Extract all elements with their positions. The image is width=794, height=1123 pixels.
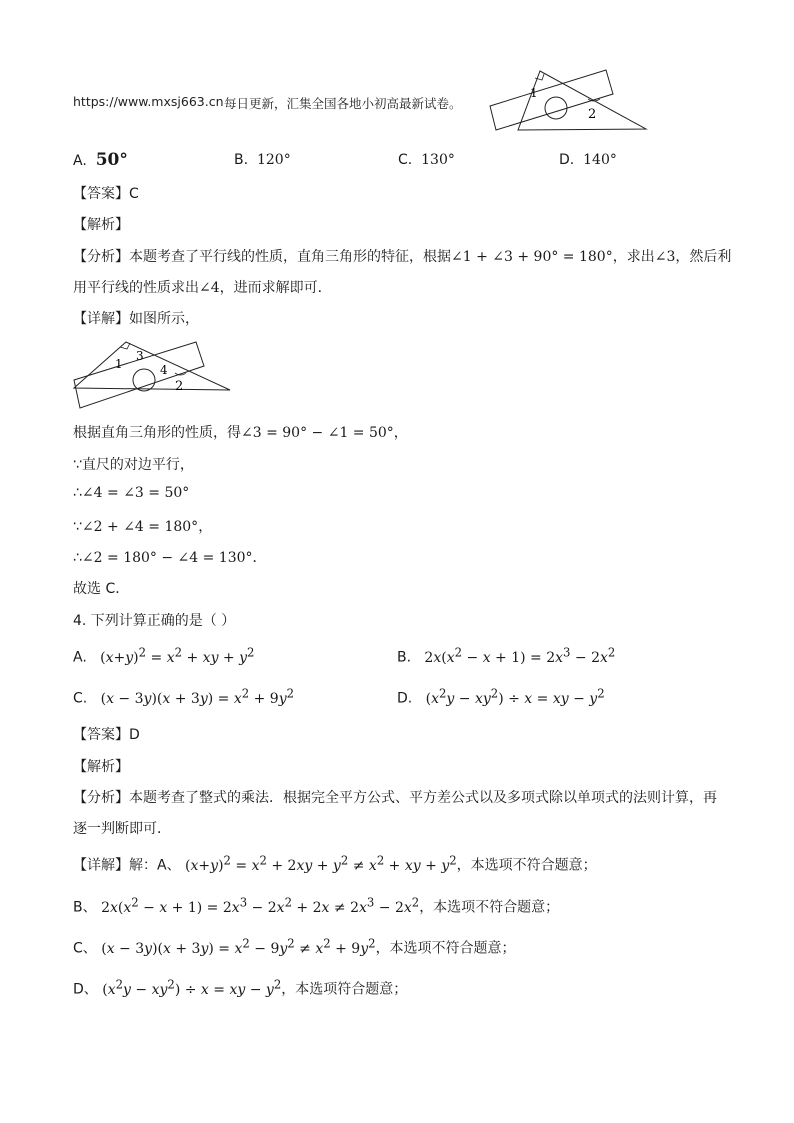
angle1-label-2: 1 bbox=[115, 357, 123, 371]
q3-fenxi-line1: 【分析】本题考查了平行线的性质，直角三角形的特征，根据∠1 + ∠3 + 90° = 180°，求出∠3，然后利 bbox=[73, 249, 732, 265]
q4-option-c: C. $(x - 3y)(x + 3y) = x^2 + 9y^2$ bbox=[73, 686, 295, 707]
q4-fenxi-line2: 逐一判断即可． bbox=[73, 821, 171, 837]
q3-jiexi: 【解析】 bbox=[73, 217, 129, 233]
q3-conclusion: 故选 C． bbox=[73, 581, 130, 597]
q3-step1: 根据直角三角形的性质，得∠3 = 90° − ∠1 = 50°， bbox=[73, 425, 408, 441]
q4-answer: 【答案】D bbox=[73, 727, 140, 743]
q3-step2: ∵直尺的对边平行， bbox=[73, 457, 194, 473]
q3-step4: ∵∠2 + ∠4 = 180°， bbox=[73, 519, 213, 535]
q4-stem: 4. 下列计算正确的是（ ） bbox=[73, 613, 236, 629]
q4-option-b: B. $2x(x^2 - x + 1) = 2x^3 - 2x^2$ bbox=[397, 645, 616, 666]
angle1-label: 1 bbox=[530, 86, 538, 100]
triangle-shape-2 bbox=[74, 342, 230, 390]
angle2-label: 2 bbox=[588, 107, 597, 122]
right-angle-mark bbox=[535, 74, 544, 80]
ruler-hole bbox=[545, 97, 567, 119]
figure-triangle-ruler-1 bbox=[488, 66, 648, 136]
header-slogan: 每日更新，汇集全国各地小初高最新试卷。 bbox=[224, 96, 462, 111]
header-url[interactable]: https://www.mxsj663.cn bbox=[73, 94, 224, 109]
q4-detail-d: D、 $(x^2y - xy^2) \div x$ = xy − $y^2$，本选项符合题意； bbox=[73, 977, 408, 998]
angle2-label-2: 2 bbox=[175, 379, 184, 394]
q3-fenxi-line2: 用平行线的性质求出∠4，进而求解即可． bbox=[73, 280, 332, 296]
triangle-shape bbox=[518, 71, 646, 130]
q4-fenxi-line1: 【分析】本题考查了整式的乘法．根据完全平方公式、平方差公式以及多项式除以单项式的法则计算，再 bbox=[73, 790, 717, 806]
q3-option-a: A. 50° bbox=[73, 150, 128, 170]
q3-xiangjie: 【详解】如图所示， bbox=[73, 311, 199, 327]
q3-answer: 【答案】C bbox=[73, 186, 139, 202]
q3-option-c: C. 130° bbox=[398, 152, 455, 168]
q3-option-b: B. 120° bbox=[234, 152, 291, 168]
q4-jiexi: 【解析】 bbox=[73, 759, 129, 775]
ruler-hole-2 bbox=[133, 369, 155, 391]
q4-option-a: A. $(x+y)^2 = x^2$ + xy + $y^2$ bbox=[73, 645, 255, 666]
angle4-label-2: 4 bbox=[160, 363, 168, 377]
q4-option-d: D. $(x^2y - xy^2) \div x$ = xy − $y^2$ bbox=[397, 686, 605, 707]
figure-triangle-ruler-2 bbox=[72, 338, 232, 410]
q4-detail-c: C、 $(x - 3y)(x + 3y) = x^2 - 9y^2 \ne x^2 + 9y^2$，本选项不符合题意； bbox=[73, 936, 516, 957]
q4-detail-a: 【详解】解：A、 $(x+y)^2 = x^2 + 2xy + y^2 \ne x^2$ + xy + $y^2$，本选项不符合题意； bbox=[73, 853, 597, 874]
q3-step3: ∴∠4 = ∠3 = 50° bbox=[73, 485, 190, 501]
q3-step5: ∴∠2 = 180° − ∠4 = 130°． bbox=[73, 550, 267, 566]
q3-option-d: D. 140° bbox=[559, 152, 617, 168]
q4-detail-b: B、 $2x(x^2 - x + 1) = 2x^3 - 2x^2 + 2x \ne 2x^3 - 2x^2$，本选项不符合题意； bbox=[73, 895, 560, 916]
angle3-label-2: 3 bbox=[136, 349, 144, 363]
